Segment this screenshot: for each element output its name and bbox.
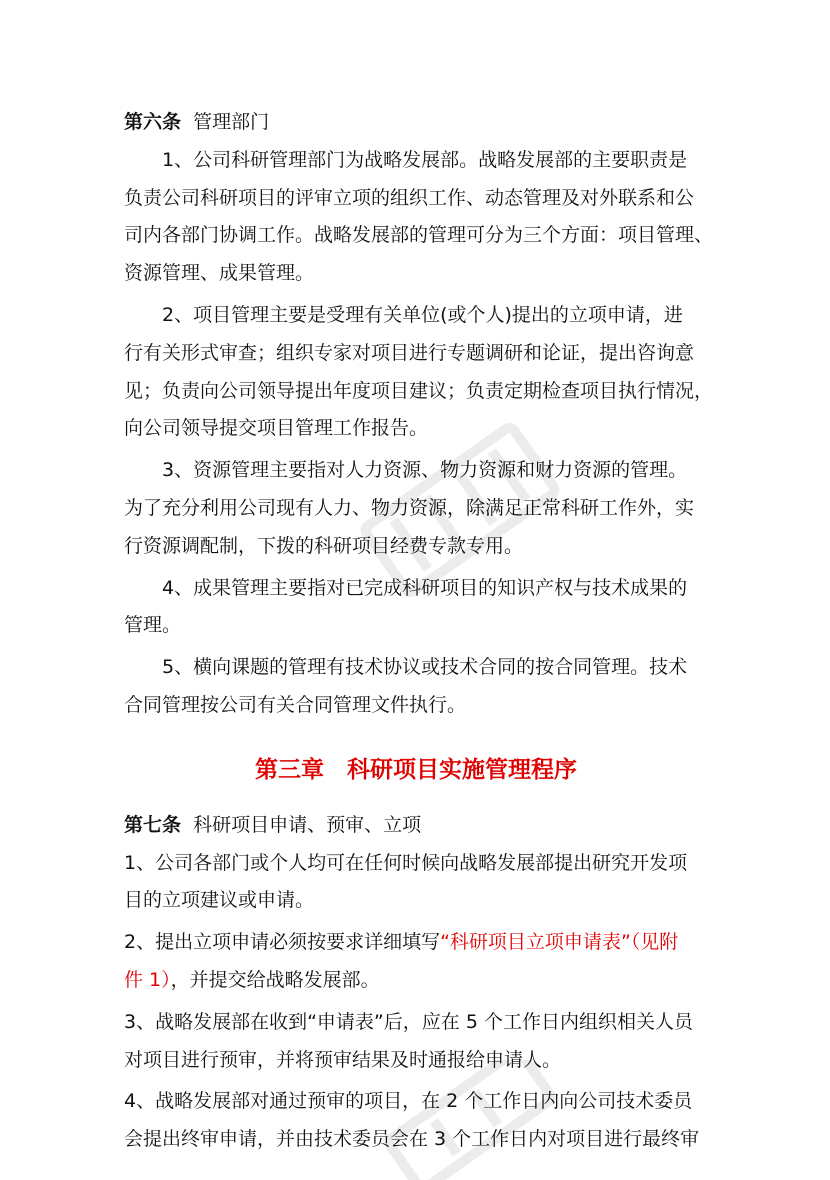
article-7-item-2 bbox=[124, 924, 708, 1000]
article-6-paragraph-5 bbox=[124, 649, 708, 725]
paragraph-line bbox=[124, 924, 708, 962]
paragraph-line: 向公司领导提交项目管理工作报告。 bbox=[124, 417, 429, 440]
article-7-item-3 bbox=[124, 1004, 708, 1080]
paragraph-line: 对项目进行预审，并将预审结果及时通报给申请人。 bbox=[124, 1048, 562, 1071]
article-7-item-1 bbox=[124, 845, 708, 921]
paragraph-line: 资源管理、成果管理。 bbox=[124, 262, 315, 285]
article-7-heading bbox=[124, 807, 708, 845]
article-6-paragraph-3 bbox=[124, 452, 708, 565]
paragraph-line: 负责公司科研项目的评审立项的组织工作、动态管理及对外联系和公 bbox=[124, 186, 695, 209]
paragraph-line: 见；负责向公司领导提出年度项目建议；负责定期检查项目执行情况， bbox=[124, 379, 714, 402]
paragraph-line: 司内各部门协调工作。战略发展部的管理可分为三个方面：项目管理、 bbox=[124, 224, 714, 247]
paragraph-line: 管理。 bbox=[124, 614, 182, 637]
paragraph-line: 4、成果管理主要指对已完成科研项目的知识产权与技术成果的 bbox=[162, 576, 688, 599]
item-2-text: ，并提交给战略发展部。 bbox=[170, 968, 380, 991]
paragraph-line: 4、战略发展部对通过预审的项目，在 2 个工作日内向公司技术委员 bbox=[124, 1090, 693, 1113]
article-6-paragraph-4 bbox=[124, 570, 708, 646]
article-6-title: 管理部门 bbox=[193, 111, 270, 133]
paragraph-line: 3、战略发展部在收到“申请表”后，应在 5 个工作日内组织相关人员 bbox=[124, 1010, 693, 1033]
paragraph-line bbox=[124, 962, 708, 1000]
article-6-label: 第六条 bbox=[124, 111, 182, 133]
application-form-reference: “科研项目立项申请表”（见附 bbox=[440, 931, 679, 954]
item-2-text: 2、提出立项申请必须按要求详细填写 bbox=[124, 931, 441, 954]
paragraph-line: 3、资源管理主要指对人力资源、物力资源和财力资源的管理。 bbox=[162, 459, 688, 482]
paragraph-line: 行资源调配制，下拨的科研项目经费专款专用。 bbox=[124, 534, 524, 557]
paragraph-line: 2、项目管理主要是受理有关单位(或个人)提出的立项申请，进 bbox=[162, 303, 683, 326]
paragraph-line: 行有关形式审查；组织专家对项目进行专题调研和论证，提出咨询意 bbox=[124, 341, 695, 364]
article-7-label: 第七条 bbox=[124, 813, 182, 836]
paragraph-line: 合同管理按公司有关合同管理文件执行。 bbox=[124, 693, 467, 716]
article-7-title: 科研项目申请、预审、立项 bbox=[193, 813, 422, 836]
paragraph-line: 1、公司各部门或个人均可在任何时候向战略发展部提出研究开发项 bbox=[124, 851, 688, 874]
paragraph-line: 会提出终审申请，并由技术委员会在 3 个工作日内对项目进行最终审 bbox=[124, 1128, 700, 1151]
paragraph-line: 1、公司科研管理部门为战略发展部。战略发展部的主要职责是 bbox=[162, 148, 688, 171]
article-7-item-4 bbox=[124, 1083, 708, 1159]
article-6-paragraph-2 bbox=[124, 297, 714, 448]
paragraph-line: 5、横向课题的管理有技术协议或技术合同的按合同管理。技术 bbox=[162, 656, 688, 679]
attachment-reference: 件 1） bbox=[124, 968, 171, 991]
article-6-paragraph-1 bbox=[124, 142, 714, 293]
document-body bbox=[124, 104, 714, 1159]
chapter-3-heading: 第三章 科研项目实施管理程序 bbox=[255, 756, 577, 783]
article-6-heading bbox=[124, 104, 708, 142]
paragraph-line: 为了充分利用公司现有人力、物力资源，除满足正常科研工作外，实 bbox=[124, 496, 695, 519]
paragraph-line: 目的立项建议或申请。 bbox=[124, 889, 315, 912]
